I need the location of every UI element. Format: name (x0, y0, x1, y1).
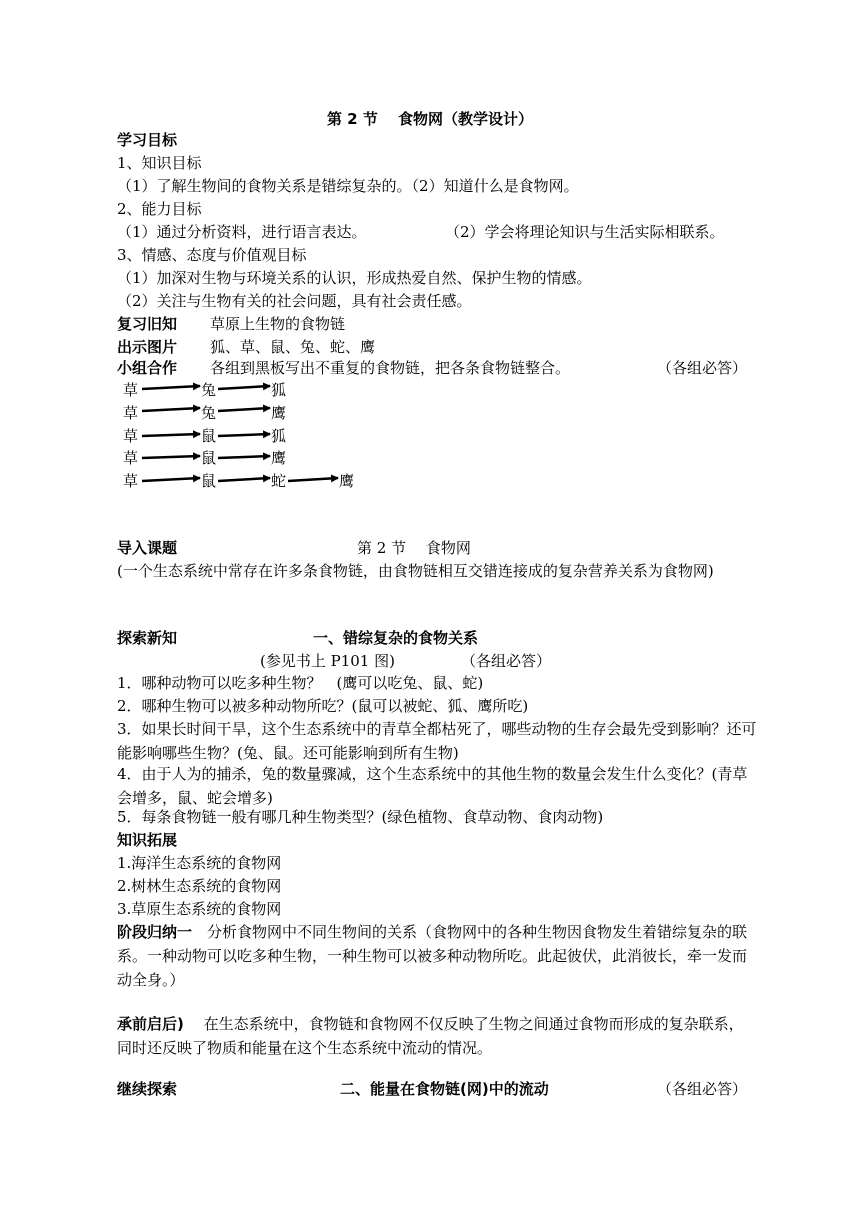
arrow (288, 478, 338, 481)
ability-goal: 2、能力目标 (117, 200, 202, 218)
extend-item: 3.草原生态系统的食物网 (117, 900, 282, 918)
review-label: 复习旧知 (117, 315, 178, 333)
chain-2-grass: 草 (123, 404, 139, 422)
emotion-goal: 3、情感、态度与价值观目标 (117, 246, 307, 264)
intro-label: 导入课题 (117, 539, 178, 557)
chain-4-eagle: 鹰 (271, 449, 287, 467)
arrow (142, 408, 200, 411)
question-1: 1．哪种动物可以吃多种生物？ (鹰可以吃兔、鼠、蛇) (117, 674, 484, 692)
group-label: 小组合作 (117, 359, 178, 377)
summary-text: 分析食物网中不同生物间的关系（食物网中的各种生物因食物发生着错综复杂的联系。一种动物可以吃多种生物，一种生物可以被多种动物所吃。此起彼伏，此消彼长，牵一发而动全身。） (117, 923, 748, 989)
arrow (142, 386, 200, 389)
transition-text: 在生态系统中，食物链和食物网不仅反映了生物之间通过食物而形成的复杂联系，同时还反映了物质和能量在这个生态系统中流动的情况。 (117, 1015, 744, 1057)
arrow (142, 478, 200, 481)
extend-label: 知识拓展 (117, 831, 178, 849)
chain-1-fox: 狐 (271, 381, 287, 399)
question-5: 5．每条食物链一般有哪几种生物类型？(绿色植物、食草动物、食肉动物) (117, 808, 604, 826)
emotion-item-2: （2）关注与生物有关的社会问题，具有社会责任感。 (117, 292, 472, 310)
explore-label: 探索新知 (117, 629, 178, 647)
arrow (142, 456, 200, 458)
intro-topic: 第 2 节 食物网 (357, 539, 471, 557)
chain-5-eagle: 鹰 (339, 472, 355, 490)
summary-label: 阶段归纳一 (117, 923, 193, 941)
pictures-label: 出示图片 (117, 338, 178, 356)
explore-heading: 一、错综复杂的食物关系 (313, 629, 479, 647)
knowledge-items: （1）了解生物间的食物关系是错综复杂的。（2）知道什么是食物网。 (117, 177, 579, 195)
transition-label: 承前启后) (117, 1015, 184, 1033)
continue-note: （各组必答） (657, 1080, 748, 1098)
question-3: 3．如果长时间干旱，这个生态系统中的青草全都枯死了，哪些动物的生存会最先受到影响？还可能影响哪些生物？(兔、鼠。还可能影响到所有生物) (117, 720, 757, 762)
question-4: 4．由于人为的捕杀，兔的数量骤减，这个生态系统中的其他生物的数量会发生什么变化？(青草会增多，鼠、蛇会增多) (117, 765, 748, 807)
transition-paragraph (117, 1012, 757, 1060)
question-2: 2．哪种生物可以被多种动物所吃？(鼠可以被蛇、狐、鹰所吃) (117, 697, 529, 715)
review-text: 草原上生物的食物链 (210, 315, 346, 333)
chain-4-mouse: 鼠 (201, 449, 217, 467)
intro-definition: (一个生态系统中常存在许多条食物链，由食物链相互交错连接成的复杂营养关系为食物网) (117, 562, 714, 580)
explore-ref: (参见书上 P101 图) (260, 652, 395, 670)
chain-1-rabbit: 兔 (201, 381, 217, 399)
goals-heading: 学习目标 (117, 131, 178, 149)
chain-3-grass: 草 (123, 427, 139, 445)
arrow (218, 456, 270, 458)
continue-label: 继续探索 (117, 1080, 178, 1098)
group-text: 各组到黑板写出不重复的食物链，把各条食物链整合。 (210, 359, 571, 377)
arrow (218, 408, 270, 411)
arrow (218, 434, 270, 436)
knowledge-goal: 1、知识目标 (117, 154, 202, 172)
pictures-text: 狐、草、鼠、兔、蛇、鹰 (210, 338, 376, 356)
arrow (218, 478, 270, 481)
explore-ref-note: （各组必答） (461, 652, 552, 670)
page-title: 第 2 节 食物网（教学设计） (326, 110, 534, 128)
summary-paragraph (117, 920, 757, 992)
chain-3-fox: 狐 (271, 427, 287, 445)
food-chain-arrows (0, 0, 860, 520)
emotion-item-1: （1）加深对生物与环境关系的认识，形成热爱自然、保护生物的情感。 (117, 269, 592, 287)
arrow (218, 386, 270, 389)
group-note: （各组必答） (657, 359, 748, 377)
chain-5-snake: 蛇 (271, 472, 287, 490)
ability-item-2: （2）学会将理论知识与生活实际相联系。 (445, 223, 725, 241)
chain-5-mouse: 鼠 (201, 472, 217, 490)
extend-item: 2.树林生态系统的食物网 (117, 877, 282, 895)
extend-item: 1.海洋生态系统的食物网 (117, 854, 282, 872)
chain-3-mouse: 鼠 (201, 427, 217, 445)
chain-2-rabbit: 兔 (201, 404, 217, 422)
chain-2-eagle: 鹰 (271, 404, 287, 422)
arrow (142, 434, 200, 436)
ability-item-1: （1）通过分析资料，进行语言表达。 (117, 223, 367, 241)
chain-5-grass: 草 (123, 472, 139, 490)
chain-1-grass: 草 (123, 381, 139, 399)
continue-heading: 二、能量在食物链(网)中的流动 (340, 1080, 549, 1098)
chain-4-grass: 草 (123, 449, 139, 467)
